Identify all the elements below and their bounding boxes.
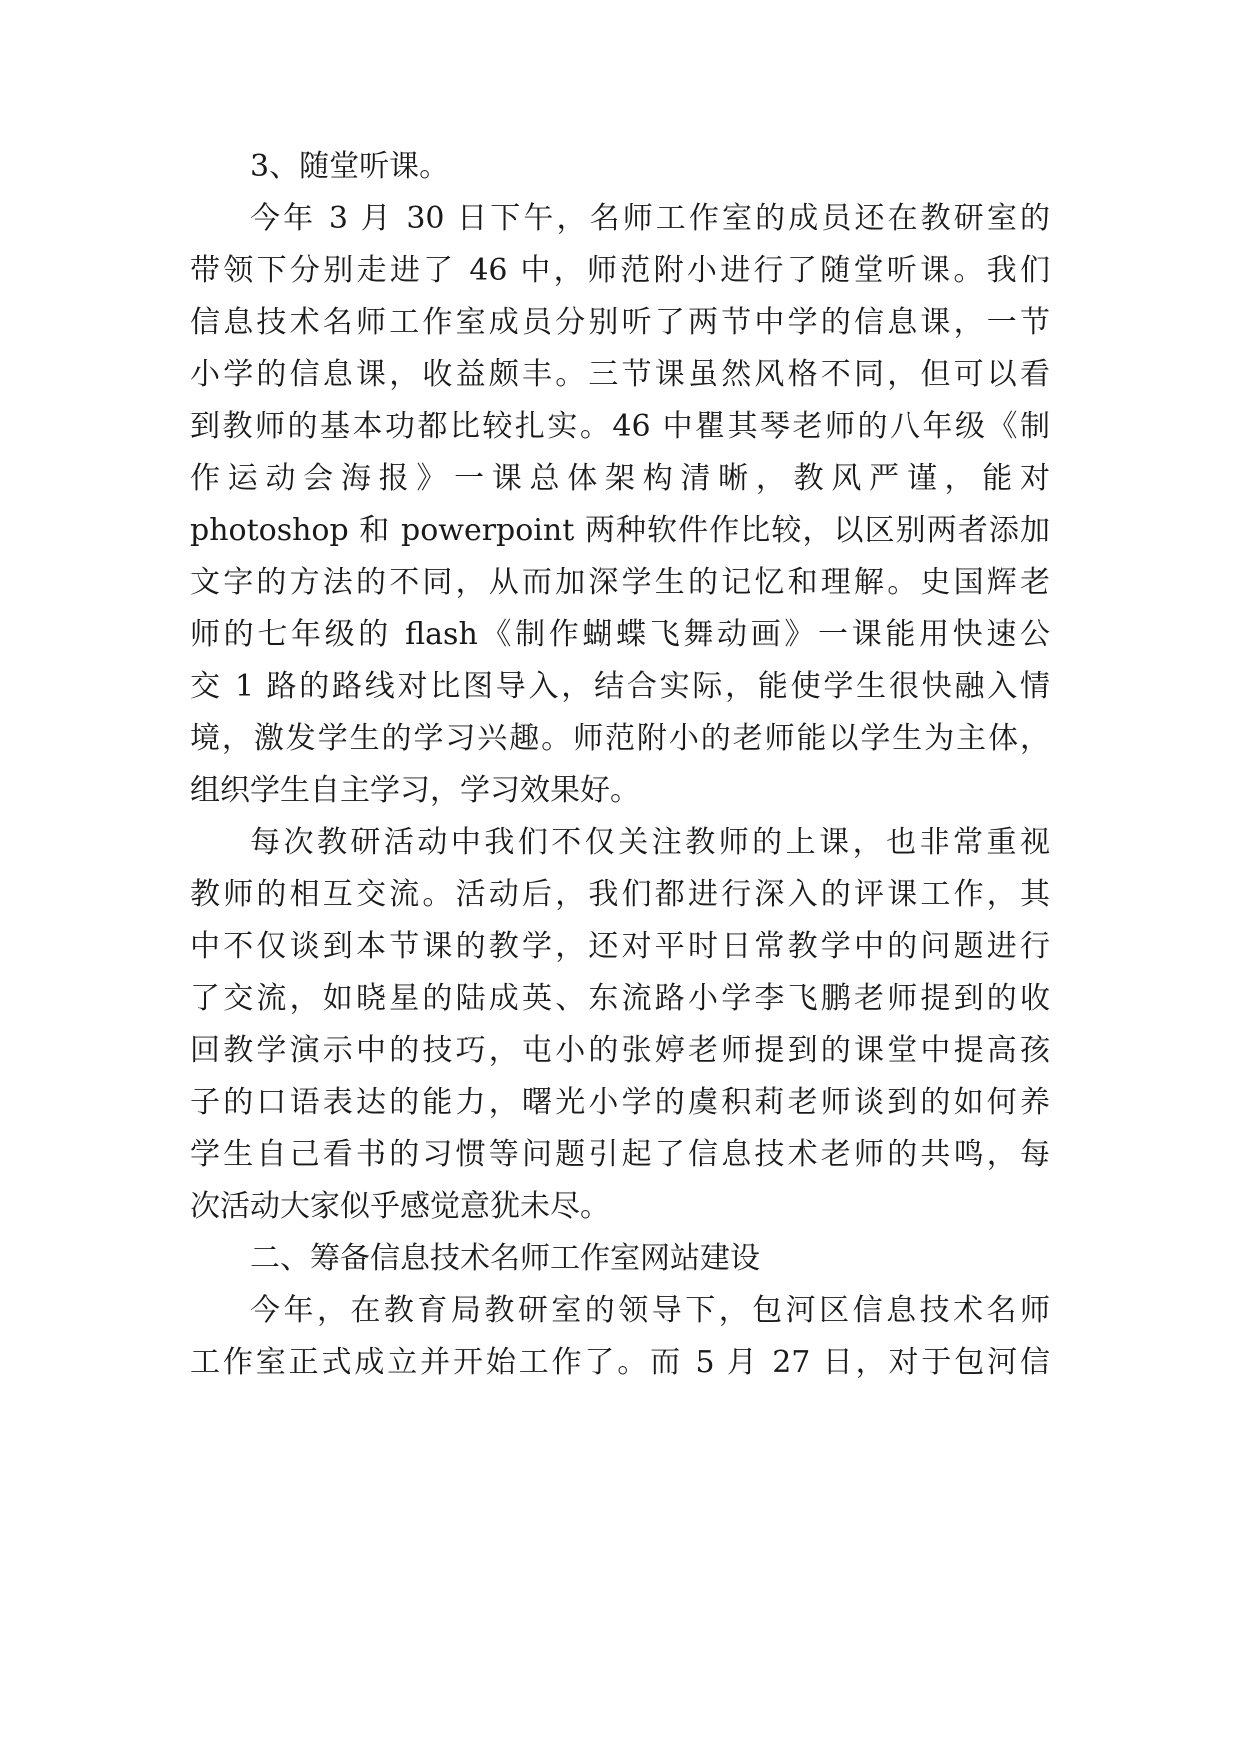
- paragraph-line: 今年，在教育局教研室的领导下，包河区信息技术名师: [250, 1293, 1050, 1328]
- paragraph-line: 教师的相互交流。活动后，我们都进行深入的评课工作，其: [190, 877, 1050, 912]
- paragraph-line: 作运动会海报》一课总体架构清晰，教风严谨，能对: [190, 461, 1050, 496]
- paragraph-line: 到教师的基本功都比较扎实。46 中瞿其琴老师的八年级《制: [190, 409, 1050, 444]
- paragraph-line: 组织学生自主学习，学习效果好。: [190, 773, 640, 808]
- paragraph-line: 每次教研活动中我们不仅关注教师的上课，也非常重视: [250, 825, 1050, 860]
- paragraph-line: 次活动大家似乎感觉意犹未尽。: [190, 1189, 610, 1224]
- paragraph-line: 交 1 路的路线对比图导入，结合实际，能使学生很快融入情: [190, 669, 1050, 704]
- paragraph-line: 师的七年级的 flash《制作蝴蝶飞舞动画》一课能用快速公: [190, 617, 1050, 652]
- paragraph-line: 工作室正式成立并开始工作了。而 5 月 27 日，对于包河信: [190, 1345, 1050, 1380]
- paragraph-line: 小学的信息课，收益颇丰。三节课虽然风格不同，但可以看: [190, 357, 1050, 392]
- paragraph-line: 子的口语表达的能力，曙光小学的虞积莉老师谈到的如何养: [190, 1085, 1050, 1120]
- paragraph-line: 回教学演示中的技巧，屯小的张婷老师提到的课堂中提高孩: [190, 1033, 1050, 1068]
- paragraph-line: 今年 3 月 30 日下午，名师工作室的成员还在教研室的: [250, 201, 1050, 236]
- paragraph-line: 中不仅谈到本节课的教学，还对平时日常教学中的问题进行: [190, 929, 1050, 964]
- paragraph-line: 境，激发学生的学习兴趣。师范附小的老师能以学生为主体，: [190, 721, 1050, 756]
- paragraph-line: 了交流，如晓星的陆成英、东流路小学李飞鹏老师提到的收: [190, 981, 1050, 1016]
- paragraph-line: 学生自己看书的习惯等问题引起了信息技术老师的共鸣，每: [190, 1137, 1050, 1172]
- paragraph-line: photoshop 和 powerpoint 两种软件作比较，以区别两者添加: [190, 513, 1050, 548]
- paragraph-line: 信息技术名师工作室成员分别听了两节中学的信息课，一节: [190, 305, 1050, 340]
- paragraph-line: 带领下分别走进了 46 中，师范附小进行了随堂听课。我们: [190, 253, 1050, 288]
- section-heading: 二、筹备信息技术名师工作室网站建设: [250, 1241, 760, 1276]
- paragraph-line: 文字的方法的不同，从而加深学生的记忆和理解。史国辉老: [190, 565, 1050, 600]
- paragraph-line: 3、随堂听课。: [250, 149, 450, 184]
